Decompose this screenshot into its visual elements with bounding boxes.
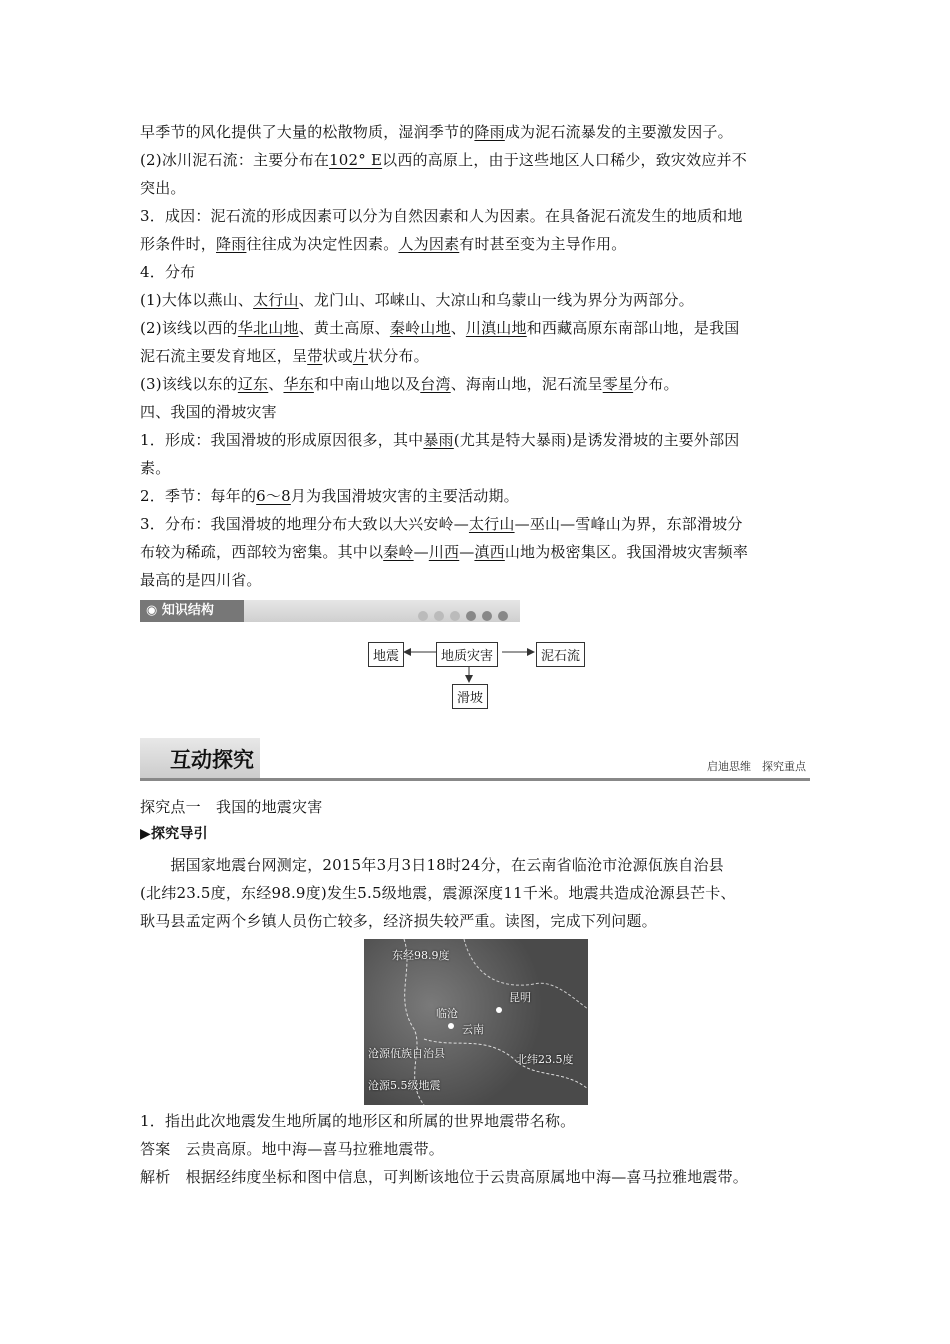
section-subtitle: 启迪思维 探究重点 — [707, 760, 806, 773]
knowledge-structure-bar — [140, 600, 520, 622]
section-heading: 四、我国的滑坡灾害 — [140, 403, 277, 421]
label-kunming: 昆明 — [509, 991, 531, 1004]
text-line: (2)冰川泥石流：主要分布在102° E以西的高原上，由于这些地区人口稀少，致灾效应并不 — [140, 151, 747, 169]
text-line: 据国家地震台网测定，2015年3月3日18时24分，在云南省临沧市沧源佤族自治县 — [140, 856, 724, 874]
kunming-marker — [496, 1007, 502, 1013]
label-yunnan: 云南 — [462, 1023, 484, 1036]
section-header — [140, 738, 810, 781]
text-line: 突出。 — [140, 179, 186, 197]
text-line: (1)大体以燕山、太行山、龙门山、邛崃山、大凉山和乌蒙山一线为界分为两部分。 — [140, 291, 694, 309]
node-geologic-hazard: 地质灾害 — [436, 642, 498, 667]
text-line: 耿马县孟定两个乡镇人员伤亡较多，经济损失较严重。读图，完成下列问题。 — [140, 912, 657, 930]
node-earthquake: 地震 — [368, 642, 404, 667]
answer-1: 答案 云贵高原。地中海—喜马拉雅地震带。 — [140, 1140, 445, 1158]
label-cangyuan-county: 沧源佤族自治县 — [368, 1047, 445, 1060]
text-line: (3)该线以东的辽东、华东和中南山地以及台湾、海南山地，泥石流呈零星分布。 — [140, 375, 679, 393]
label-north-latitude: 北纬23.5度 — [516, 1053, 574, 1066]
knowledge-diagram — [140, 622, 810, 732]
text-line: (北纬23.5度，东经98.9度)发生5.5级地震，震源深度11千米。地震共造成沧源县芒卡、 — [140, 884, 736, 902]
text-line: 布较为稀疏，西部较为密集。其中以秦岭—川西—滇西山地为极密集区。我国滑坡灾害频率 — [140, 543, 749, 561]
text-line: (2)该线以西的华北山地、黄土高原、秦岭山地、川滇山地和西藏高原东南部山地，是我国 — [140, 319, 740, 337]
label-lincang: 临沧 — [436, 1007, 458, 1020]
node-landslide: 滑坡 — [452, 684, 488, 709]
node-debris-flow: 泥石流 — [536, 642, 585, 667]
diagram-arrows — [140, 622, 810, 732]
analysis-1: 解析 根据经纬度坐标和图中信息，可判断该地位于云贵高原属地中海—喜马拉雅地震带。 — [140, 1168, 749, 1186]
text-line: 最高的是四川省。 — [140, 571, 262, 589]
question-1: 1．指出此次地震发生地所属的地形区和所属的世界地震带名称。 — [140, 1112, 576, 1130]
label-east-longitude: 东经98.9度 — [392, 949, 450, 962]
text-line: 2．季节：每年的6～8月为我国滑坡灾害的主要活动期。 — [140, 487, 519, 505]
text-line: 3．分布：我国滑坡的地理分布大致以大兴安岭—太行山—巫山—雪峰山为界，东部滑坡分 — [140, 515, 743, 533]
text-line: 3．成因：泥石流的形成因素可以分为自然因素和人为因素。在具备泥石流发生的地质和地 — [140, 207, 743, 225]
explore-point-title: 探究点一 我国的地震灾害 — [140, 798, 323, 816]
document-page — [140, 118, 810, 1191]
text-line: 4．分布 — [140, 263, 196, 281]
text-line: 形条件时，降雨往往成为决定性因素。人为因素有时甚至变为主导作用。 — [140, 235, 627, 253]
knowledge-structure-label: ◉ 知识结构 — [140, 600, 244, 622]
text-line: 早季节的风化提供了大量的松散物质，湿润季节的降雨成为泥石流暴发的主要激发因子。 — [140, 123, 733, 141]
text-line: 泥石流主要发育地区，呈带状或片状分布。 — [140, 347, 429, 365]
explore-guide: ▶探究导引 — [140, 826, 208, 842]
text-line: 1．形成：我国滑坡的形成原因很多，其中暴雨(尤其是特大暴雨)是诱发滑坡的主要外部因 — [140, 431, 740, 449]
section-title: 互动探究 — [170, 748, 254, 772]
text-line: 素。 — [140, 459, 171, 477]
lincang-marker — [448, 1023, 454, 1029]
label-quake: 沧源5.5级地震 — [368, 1079, 441, 1092]
earthquake-map — [364, 939, 588, 1105]
